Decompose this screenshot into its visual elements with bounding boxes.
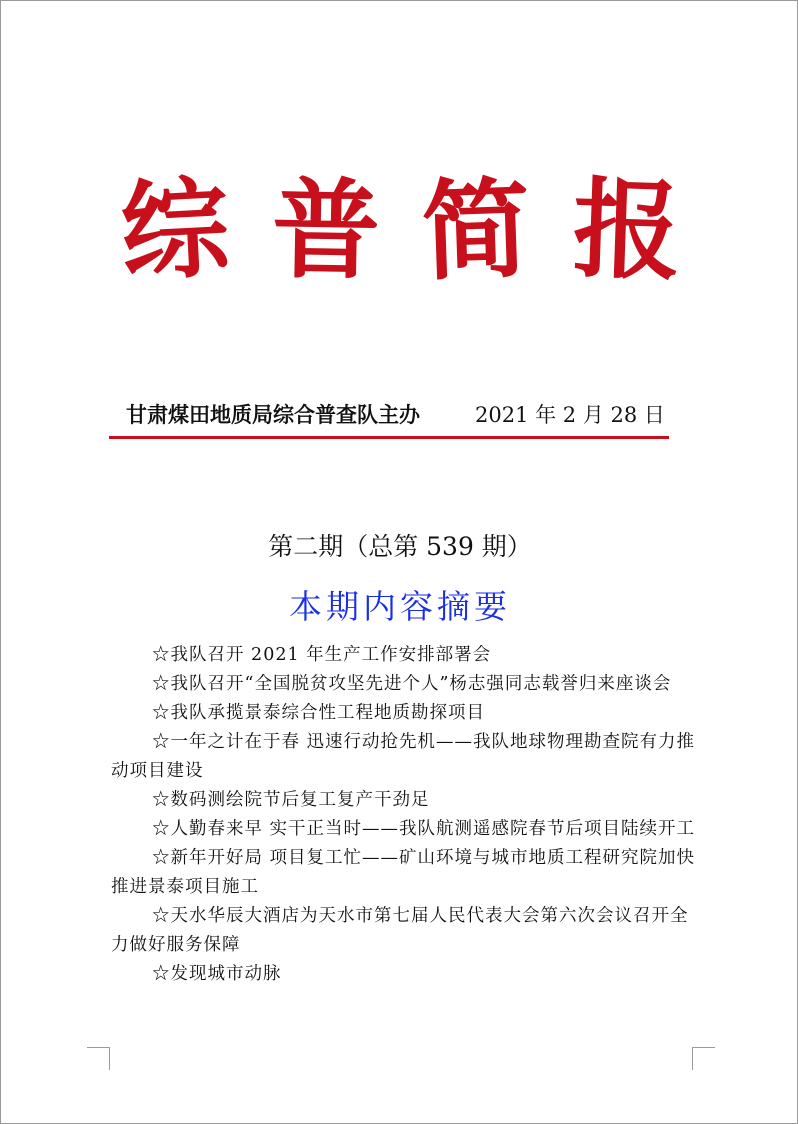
summary-item: ☆数码测绘院节后复工复产干劲足 xyxy=(152,790,430,810)
masthead-char-2: 普 xyxy=(270,167,381,295)
summary-item: ☆新年开好局 项目复工忙——矿山环境与城市地质工程研究院加快推进景泰项目施工 xyxy=(111,848,696,897)
masthead-char-3: 简 xyxy=(420,166,533,296)
summary-item: ☆发现城市动脉 xyxy=(152,964,282,984)
page-corner-mark-left xyxy=(87,1047,110,1070)
masthead-title xyxy=(117,161,684,301)
summary-item: ☆我队承揽景泰综合性工程地质勘探项目 xyxy=(152,703,485,723)
red-divider xyxy=(109,436,669,439)
summary-item: ☆一年之计在于春 迅速行动抢先机——我队地球物理勘查院有力推动项目建设 xyxy=(111,732,696,781)
summary-list xyxy=(111,641,696,989)
issue-number: 第二期（总第 539 期） xyxy=(268,532,532,561)
summary-item: ☆我队召开“全国脱贫攻坚先进个人”杨志强同志载誉归来座谈会 xyxy=(152,674,672,694)
summary-item: ☆天水华辰大酒店为天水市第七届人民代表大会第六次会议召开全力做好服务保障 xyxy=(111,906,689,955)
summary-item: ☆我队召开 2021 年生产工作安排部署会 xyxy=(152,645,492,665)
masthead-char-4: 报 xyxy=(570,166,684,296)
page-corner-mark-right xyxy=(692,1047,715,1070)
summary-title: 本期内容摘要 xyxy=(289,587,511,626)
masthead-char-1: 综 xyxy=(117,165,233,297)
summary-item: ☆人勤春来早 实干正当时——我队航测遥感院春节后项目陆续开工 xyxy=(152,819,696,839)
sponsor-text: 甘肃煤田地质局综合普查队主办 xyxy=(126,402,420,427)
issue-date: 2021 年 2 月 28 日 xyxy=(475,403,665,427)
